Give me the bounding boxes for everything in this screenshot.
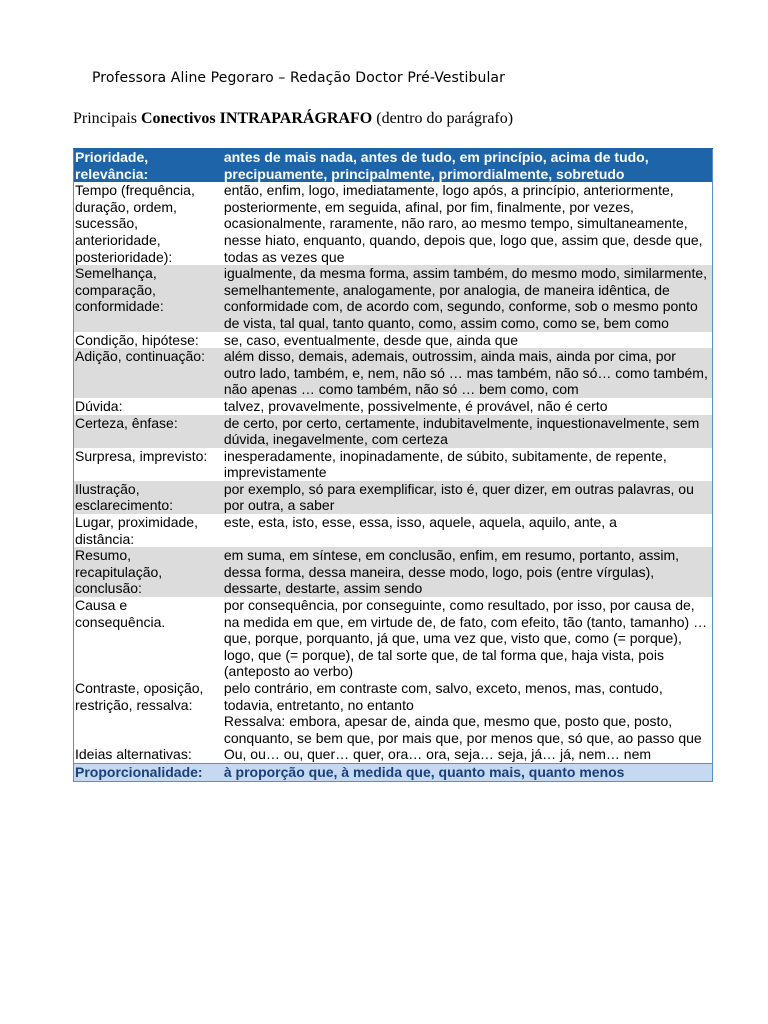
connectives-text: em suma, em síntese, em conclusão, enfim, em resumo, portanto, assim, dessa forma, dessa maneira, desse modo, logo, pois (entre vírgulas), dessarte, destarte, assim sendo bbox=[223, 547, 680, 597]
table-row bbox=[74, 398, 713, 415]
connectives-text: à proporção que, à medida que, quanto mais, quanto menos bbox=[223, 763, 625, 780]
row-connectives bbox=[222, 597, 713, 680]
connectives-text: além disso, demais, ademais, outrossim, ainda mais, ainda por cima, por outro lado, também, e, nem, não só … mas também, não só… como também, não apenas … como também, não só … bem como, com bbox=[223, 348, 708, 398]
row-connectives bbox=[222, 481, 713, 514]
connectives-text-extra: Ressalva: embora, apesar de, ainda que, mesmo que, posto que, posto, conquanto, se bem que, por mais que, por menos que, só que, ao passo que bbox=[223, 713, 702, 746]
row-connectives bbox=[222, 332, 713, 349]
title-suffix: (dentro do parágrafo) bbox=[372, 110, 514, 127]
connectives-text: inesperadamente, inopinadamente, de súbito, subitamente, de repente, imprevistamente bbox=[223, 447, 667, 481]
row-category: Prioridade, relevância: bbox=[74, 149, 222, 183]
row-category: Resumo, recapitulação, conclusão: bbox=[74, 547, 222, 597]
connectives-text: talvez, provavelmente, possivelmente, é provável, não é certo bbox=[223, 397, 608, 414]
row-category: Adição, continuação: bbox=[74, 348, 222, 398]
row-connectives bbox=[222, 348, 713, 398]
table-row bbox=[74, 149, 713, 183]
row-category: Condição, hipótese: bbox=[74, 332, 222, 349]
row-connectives bbox=[222, 265, 713, 331]
connectives-text: pelo contrário, em contraste com, salvo, exceto, menos, mas, contudo, todavia, entretanto, no entanto bbox=[223, 680, 663, 713]
connectives-text: por consequência, por conseguinte, como resultado, por isso, por causa de, na medida em que, em virtude de, de fato, com efeito, tão (tanto, tamanho) … que, porque, porquanto, já que, uma vez que, visto que, como (= porque), logo, que (= porque), de tal sorte que, de tal forma que, haja vista, pois (anteposto ao verbo) bbox=[223, 597, 708, 680]
table-row bbox=[74, 332, 713, 349]
table-row bbox=[74, 182, 713, 265]
row-category: Certeza, ênfase: bbox=[74, 415, 222, 448]
row-category: Surpresa, imprevisto: bbox=[74, 448, 222, 481]
row-connectives bbox=[222, 182, 713, 265]
row-category: Causa e consequência. bbox=[74, 597, 222, 680]
connectives-table-body bbox=[74, 149, 713, 782]
connectives-text: este, esta, isto, esse, essa, isso, aquele, aquela, aquilo, ante, a bbox=[223, 514, 617, 531]
row-category: Ilustração, esclarecimento: bbox=[74, 481, 222, 514]
table-row bbox=[74, 547, 713, 597]
row-category: Semelhança, comparação, conformidade: bbox=[74, 265, 222, 331]
row-category: Tempo (frequência, duração, ordem, sucessão, anterioridade, posterioridade): bbox=[74, 182, 222, 265]
row-connectives bbox=[222, 415, 713, 448]
connectives-text: antes de mais nada, antes de tudo, em princípio, acima de tudo, precipuamente, principalmente, primordialmente, sobretudo bbox=[223, 149, 649, 182]
table-row bbox=[74, 448, 713, 481]
connectives-text: igualmente, da mesma forma, assim também, do mesmo modo, similarmente, semelhantemente, analogamente, por analogia, de maneira idêntica, de conformidade com, de acordo com, segundo, conforme, sob o mesmo ponto de vista, tal qual, tanto quanto, como, assim como, como se, bem como bbox=[223, 265, 708, 331]
table-row bbox=[74, 415, 713, 448]
table-row bbox=[74, 763, 713, 781]
row-connectives bbox=[222, 514, 713, 547]
connectives-text: se, caso, eventualmente, desde que, ainda que bbox=[223, 331, 519, 348]
connectives-text: de certo, por certo, certamente, indubitavelmente, inquestionavelmente, sem dúvida, inegavelmente, com certeza bbox=[223, 414, 700, 448]
table-row bbox=[74, 597, 713, 680]
row-connectives bbox=[222, 547, 713, 597]
table-row bbox=[74, 481, 713, 514]
row-category: Dúvida: bbox=[74, 398, 222, 415]
row-category: Proporcionalidade: bbox=[74, 763, 222, 781]
table-row bbox=[74, 265, 713, 331]
row-connectives bbox=[222, 149, 713, 183]
row-category: Ideias alternativas: bbox=[74, 746, 222, 763]
row-connectives bbox=[222, 763, 713, 781]
row-connectives bbox=[222, 398, 713, 415]
connectives-text: Ou, ou… ou, quer… quer, ora… ora, seja… seja, já… já, nem… nem bbox=[223, 746, 652, 763]
document-header: Professora Aline Pegoraro – Redação Doctor Pré-Vestibular bbox=[92, 70, 505, 86]
table-row bbox=[74, 680, 713, 746]
row-connectives bbox=[222, 680, 713, 746]
title-prefix: Principais bbox=[73, 110, 141, 127]
document-title bbox=[73, 110, 513, 128]
table-row bbox=[74, 348, 713, 398]
title-bold: Conectivos INTRAPARÁGRAFO bbox=[141, 110, 373, 127]
row-category: Lugar, proximidade, distância: bbox=[74, 514, 222, 547]
table-row bbox=[74, 514, 713, 547]
connectives-text: por exemplo, só para exemplificar, isto é, quer dizer, em outras palavras, ou por outra, a saber bbox=[223, 480, 694, 514]
row-category: Contraste, oposição, restrição, ressalva: bbox=[74, 680, 222, 746]
connectives-table bbox=[73, 148, 713, 782]
row-connectives bbox=[222, 746, 713, 763]
row-connectives bbox=[222, 448, 713, 481]
connectives-text: então, enfim, logo, imediatamente, logo após, a princípio, anteriormente, posteriormente, em seguida, afinal, por fim, finalmente, por vezes, ocasionalmente, raramente, não raro, ao mesmo tempo, simultaneamente, nesse hiato, enquanto, quando, depois que, logo que, assim que, desde que, todas as vezes que bbox=[223, 182, 703, 265]
table-row bbox=[74, 746, 713, 763]
